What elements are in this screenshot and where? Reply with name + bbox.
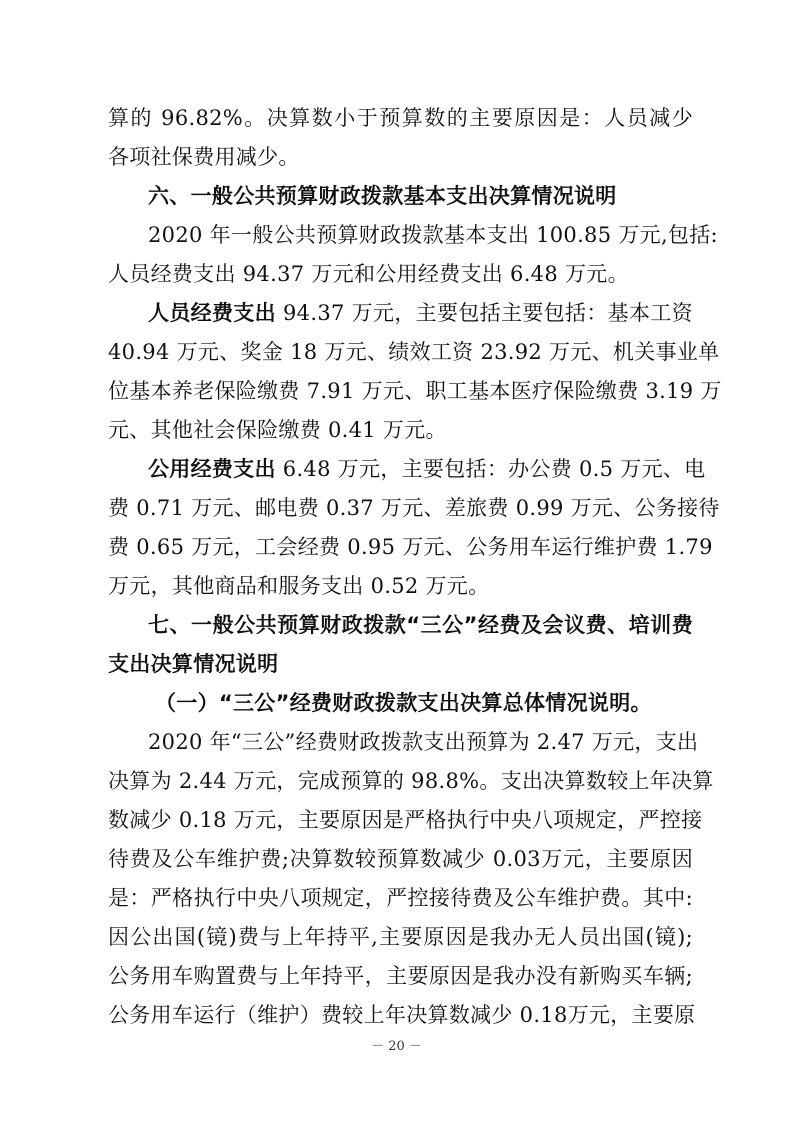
page-number: － 20 －	[371, 1039, 422, 1054]
paragraph-line: 元、其他社会保险缴费 0.41 万元。	[108, 418, 447, 442]
paragraph-line: 算的 96.82%。决算数小于预算数的主要原因是：人员减少	[108, 106, 693, 130]
paragraph-line: 数减少 0.18 万元，主要原因是严格执行中央八项规定，严控接	[108, 808, 703, 832]
section-heading-7-cont: 支出决算情况说明	[108, 652, 279, 676]
paragraph-line	[148, 455, 706, 483]
paragraph-line: 人员经费支出 94.37 万元和公用经费支出 6.48 万元。	[108, 262, 629, 286]
paragraph-line: 待费及公车维护费;决算数较预算数减少 0.03万元，主要原因	[108, 847, 693, 871]
paragraph-line: 费 0.71 万元、邮电费 0.37 万元、差旅费 0.99 万元、公务接待	[108, 496, 720, 520]
section-heading-6: 六、一般公共预算财政拨款基本支出决算情况说明	[148, 184, 617, 208]
paragraph-line: 各项社保费用减少。	[108, 145, 300, 169]
personnel-expense-label: 人员经费支出	[148, 301, 277, 325]
section-heading-7: 七、一般公共预算财政拨款“三公”经费及会议费、培训费	[148, 613, 693, 637]
paragraph-line	[148, 299, 693, 327]
paragraph-line: 2020 年“三公”经费财政拨款支出预算为 2.47 万元，支出	[148, 730, 699, 754]
subsection-heading-1: （一）“三公”经费财政拨款支出决算总体情况说明。	[155, 691, 652, 715]
paragraph-line: 决算为 2.44 万元，完成预算的 98.8%。支出决算数较上年决算	[108, 769, 714, 793]
paragraph-line: 因公出国(镜)费与上年持平,主要原因是我办无人员出国(镜);	[108, 925, 693, 949]
paragraph-text: 94.37 万元，主要包括主要包括：基本工资	[276, 301, 693, 325]
public-expense-label: 公用经费支出	[148, 457, 276, 481]
paragraph-line: 40.94 万元、奖金 18 万元、绩效工资 23.92 万元、机关事业单	[108, 340, 720, 364]
paragraph-line: 公务用车购置费与上年持平，主要原因是我办没有新购买车辆;	[108, 964, 693, 988]
paragraph-line: 公务用车运行（维护）费较上年决算数减少 0.18万元，主要原	[108, 1003, 696, 1027]
paragraph-line: 万元，其他商品和服务支出 0.52 万元。	[108, 574, 490, 598]
paragraph-text: 6.48 万元，主要包括：办公费 0.5 万元、电	[275, 457, 706, 481]
paragraph-line: 2020 年一般公共预算财政拨款基本支出 100.85 万元,包括:	[148, 223, 718, 247]
paragraph-line: 是：严格执行中央八项规定，严控接待费及公车维护费。其中:	[108, 886, 693, 910]
paragraph-line: 费 0.65 万元，工会经费 0.95 万元、公务用车运行维护费 1.79	[108, 535, 713, 559]
paragraph-line: 位基本养老保险缴费 7.91 万元、职工基本医疗保险缴费 3.19 万	[108, 379, 722, 403]
